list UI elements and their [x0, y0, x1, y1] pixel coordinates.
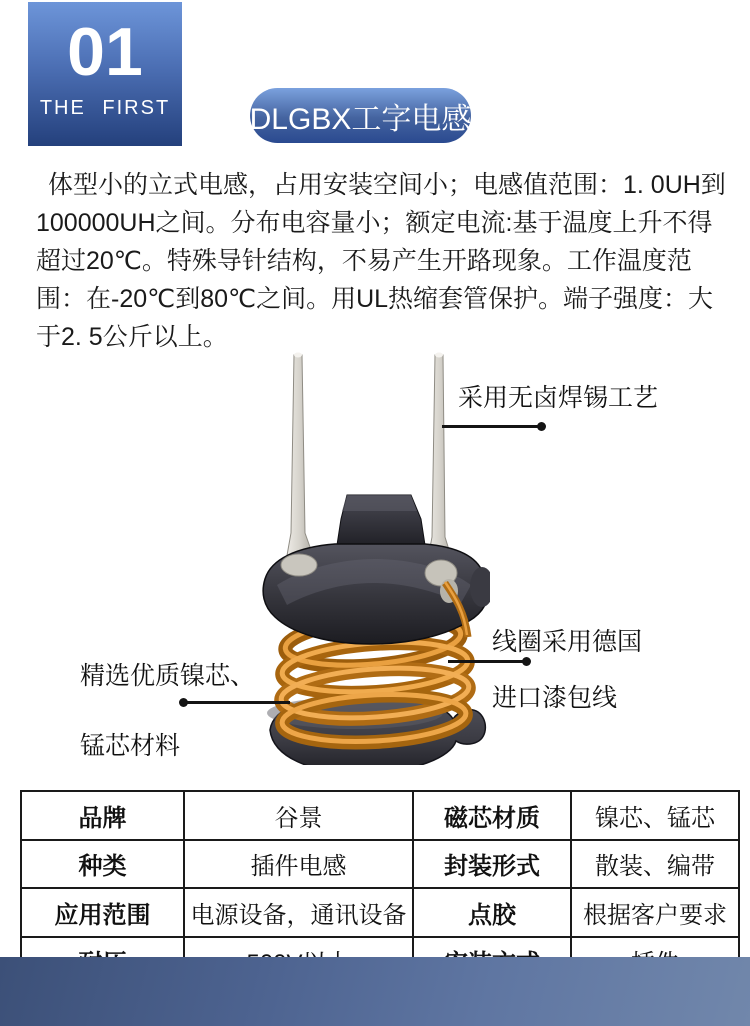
table-row: [21, 840, 739, 889]
product-description: [36, 166, 726, 356]
description-line: 超过20℃。特殊导针结构，不易产生开路现象。工作温度范: [36, 247, 692, 275]
spec-label: 应用范围: [21, 888, 184, 937]
spec-label: 封装形式: [413, 840, 571, 889]
description-line: 体型小的立式电感，占用安装空间小；电感值范围：1. 0UH到: [48, 171, 726, 199]
leader-line-coil: [448, 660, 528, 663]
callout-coil-wire-line2: 进口漆包线: [492, 684, 618, 712]
section-subtitle: THE FIRST: [39, 97, 171, 119]
leader-line-core: [183, 701, 290, 704]
table-row: [21, 888, 739, 937]
section-number: 01: [67, 14, 143, 90]
section-number-badge: [28, 2, 182, 146]
spec-label: 种类: [21, 840, 184, 889]
spec-value: 散装、编带: [571, 840, 739, 889]
spec-value: 谷景: [184, 791, 413, 840]
callout-solder-process: 采用无卤焊锡工艺: [458, 384, 659, 412]
leader-line-solder: [442, 425, 542, 428]
description-line: 100000UH之间。分布电容量小；额定电流:基于温度上升不得: [36, 209, 713, 237]
callout-core-material-line1: 精选优质镍芯、: [80, 662, 256, 690]
leader-dot-solder: [537, 422, 546, 431]
spec-label: 磁芯材质: [413, 791, 571, 840]
footer-band: [0, 957, 750, 1026]
spec-value: 根据客户要求: [571, 888, 739, 937]
callout-core-material-line2: 锰芯材料: [80, 732, 181, 760]
description-line: 围：在-20℃到80℃之间。用UL热缩套管保护。端子强度：大: [36, 285, 714, 313]
spec-label: 品牌: [21, 791, 184, 840]
spec-label: 点胶: [413, 888, 571, 937]
spec-value: 插件电感: [184, 840, 413, 889]
spec-value: 镍芯、锰芯: [571, 791, 739, 840]
leader-dot-core: [179, 698, 188, 707]
spec-value: 电源设备，通讯设备: [184, 888, 413, 937]
callout-coil-wire-line1: 线圈采用德国: [492, 628, 643, 656]
table-row: [21, 791, 739, 840]
page-title: DLGBX工字电感: [250, 88, 471, 143]
description-line: 于2. 5公斤以上。: [36, 323, 228, 351]
leader-dot-coil: [522, 657, 531, 666]
